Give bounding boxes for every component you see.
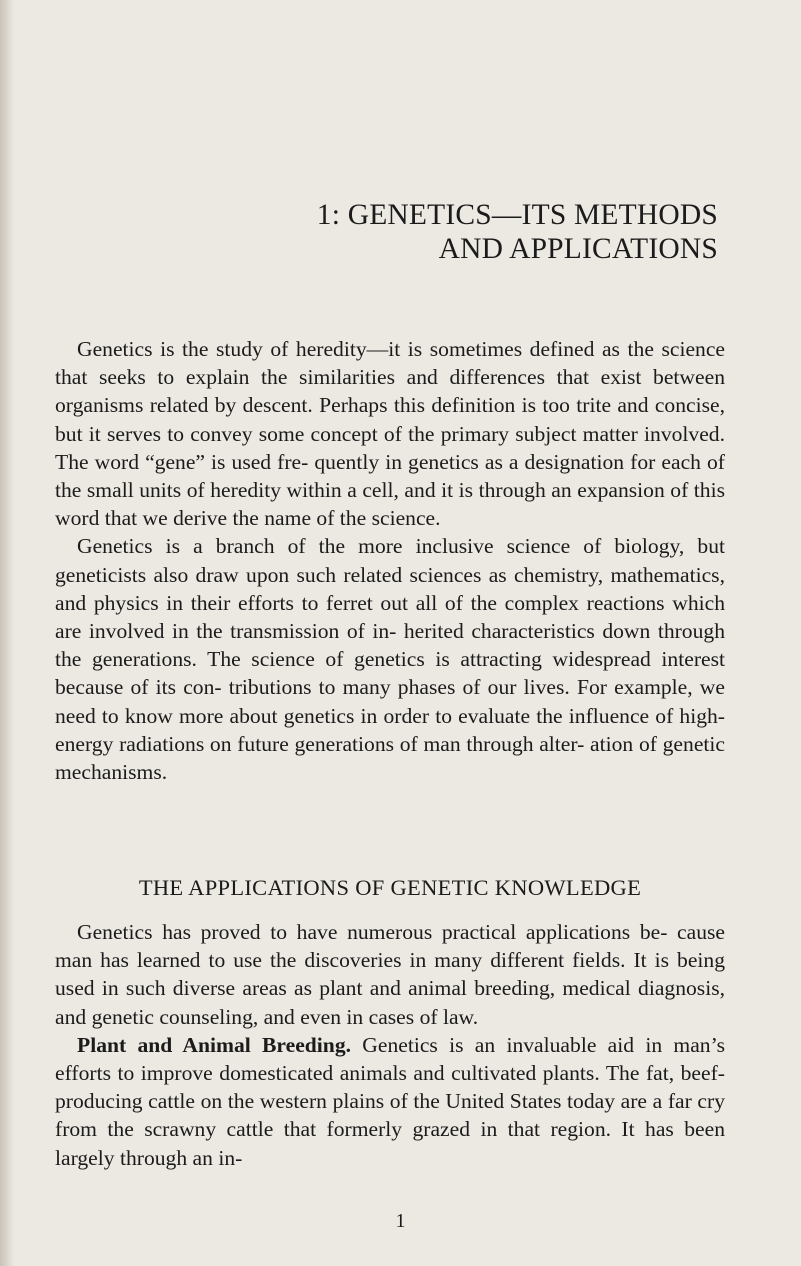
- chapter-title: [230, 198, 718, 266]
- section-paragraph-2-text: Genetics is an invaluable aid in man’s efforts to improve domesticated animals and cultivated plants. The fat, beef-producing cattle on the western plains of the United States today are a far cry from the scrawny cattle that formerly grazed in that region. It has been largely through an in-: [55, 1032, 725, 1170]
- page-number: 1: [395, 1210, 406, 1232]
- chapter-title-line-2: AND APPLICATIONS: [438, 233, 718, 265]
- intro-paragraph-2: Genetics is a branch of the more inclusive science of biology, but geneticists also draw upon such related sciences as chemistry, mathematics, and physics in their efforts to ferret out all of the complex reactions which are involved in the transmission of in- herited characteristics down through the generations. The science of genetics is attracting widespread interest because of its con- tributions to many phases of our lives. For example, we need to know more about genetics in order to evaluate the influence of high-energy radiations on future generations of man through alter- ation of genetic mechanisms.: [55, 534, 725, 785]
- intro-paragraph-1: Genetics is the study of heredity—it is sometimes defined as the science that seeks to explain the similarities and differences that exist between organisms related by descent. Perhaps this definition is too trite and concise, but it serves to convey some concept of the primary subject matter involved. The word “gene” is used fre- quently in genetics as a designation for each of the small units of heredity within a cell, and it is through an expansion of this word that we derive the name of the science.: [55, 337, 725, 531]
- page-edge-shadow: [0, 0, 14, 1266]
- section-paragraph-1: Genetics has proved to have numerous practical applications be- cause man has learned to use the discoveries in many different fields. It is being used in such diverse areas as plant and animal breeding, medical diagnosis, and genetic counseling, and even in cases of law.: [55, 920, 725, 1029]
- section-text: [55, 918, 725, 1172]
- section-heading: THE APPLICATIONS OF GENETIC KNOWLEDGE: [138, 875, 642, 900]
- section-paragraph-2: [55, 1031, 725, 1172]
- run-in-heading: Plant and Animal Breeding.: [77, 1032, 352, 1057]
- chapter-title-line-1: 1: GENETICS—ITS METHODS: [316, 199, 718, 231]
- intro-text: [55, 335, 725, 786]
